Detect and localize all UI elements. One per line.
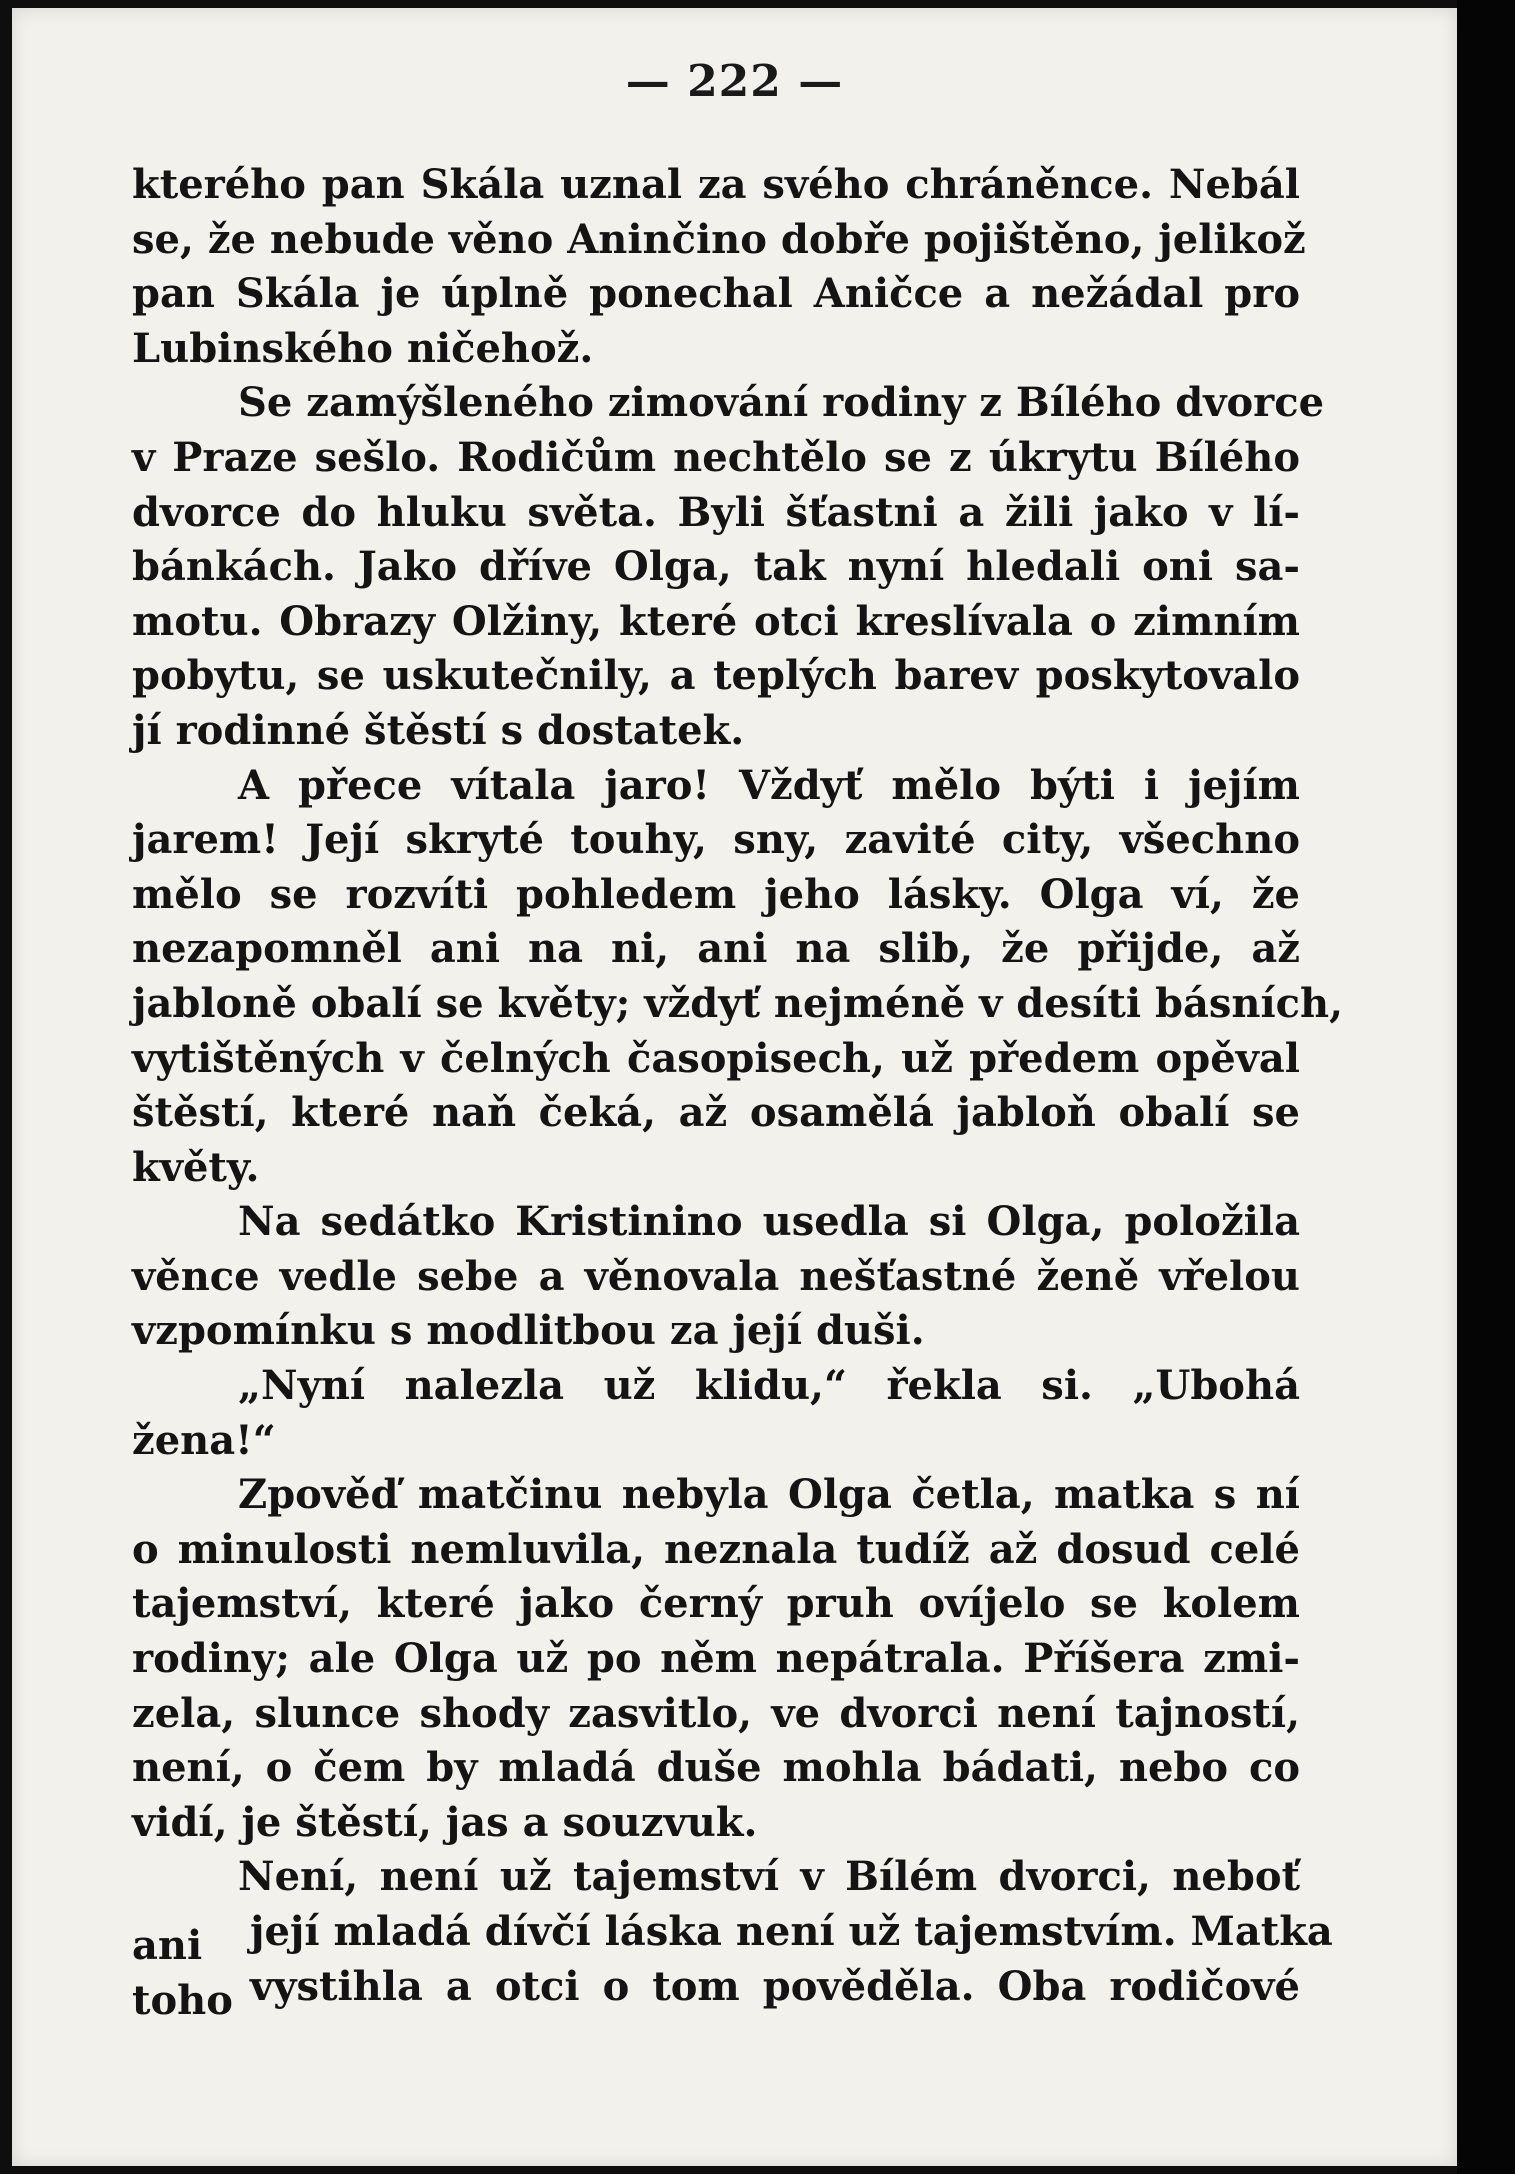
body-text: [132, 158, 1344, 2024]
text-line: vystihla a otci o tom pověděla. Oba rodičové: [250, 1962, 1300, 2010]
text-line: nezapomněl ani na ni, ani na slib, že přijde, až: [132, 925, 1300, 973]
book-page: [12, 8, 1457, 2166]
text-line: věnce vedle sebe a věnovala nešťastné ženě vřelou: [132, 1252, 1300, 1300]
text-line: vytištěných v čelných časopisech, už předem opěval: [132, 1034, 1300, 1082]
text-line: jí rodinné štěstí s dostatek.: [132, 706, 745, 754]
text-line: pobytu, se uskutečnily, a teplých barev poskytovalo: [132, 652, 1300, 700]
text-line: květy.: [132, 1143, 260, 1191]
text-line: zela, slunce shody zasvitlo, ve dvorci není tajností,: [132, 1689, 1300, 1737]
text-line: není, o čem by mladá duše mohla bádati, nebo co: [132, 1744, 1300, 1792]
text-line: vzpomínku s modlitbou za její duši.: [132, 1307, 925, 1355]
text-line: o minulosti nemluvila, neznala tudíž až dosud celé: [132, 1525, 1300, 1573]
text-line-with-margin-word: [132, 1960, 1300, 2024]
text-line: Není, není už tajemství v Bílém dvorci, neboť: [238, 1853, 1300, 1901]
text-line: Zpověď matčinu nebyla Olga četla, matka s ní: [238, 1471, 1300, 1519]
margin-word: toho: [132, 1976, 233, 2024]
text-line: Na sedátko Kristinino usedla si Olga, položila: [238, 1198, 1300, 1246]
text-line: pan Skála je úplně ponechal Aničce a nežádal pro: [132, 270, 1300, 318]
text-line: vidí, je štěstí, jas a souzvuk.: [132, 1798, 758, 1846]
text-line: rodiny; ale Olga už po něm nepátrala. Příšera zmi-: [132, 1635, 1300, 1683]
text-line: se, že nebude věno Aninčino dobře pojištěno, jelikož: [132, 215, 1306, 263]
text-line-with-margin-word: [132, 1905, 1333, 1969]
page-number: — 222 —: [625, 56, 844, 107]
margin-word: ani: [132, 1922, 203, 1969]
text-line: Se zamýšleného zimování rodiny z Bílého dvorce: [238, 379, 1325, 427]
text-line: v Praze sešlo. Rodičům nechtělo se z úkrytu Bílého: [132, 433, 1300, 481]
text-line: jarem! Její skryté touhy, sny, zavité city, všechno: [132, 816, 1300, 864]
text-line: mělo se rozvíti pohledem jeho lásky. Olga ví, že: [132, 870, 1300, 918]
text-line: „Nyní nalezla už klidu,“ řekla si. „Ubohá: [238, 1362, 1300, 1410]
text-line: její mladá dívčí láska není už tajemstvím. Matka: [250, 1908, 1333, 1955]
text-line: Lubinského ničehož.: [132, 324, 594, 372]
text-line: bánkách. Jako dříve Olga, tak nyní hledali oni sa-: [132, 543, 1300, 591]
text-line: jabloně obalí se květy; vždyť nejméně v desíti básních,: [132, 979, 1344, 1027]
text-line: motu. Obrazy Olžiny, které otci kreslívala o zimním: [132, 597, 1300, 645]
text-line: kterého pan Skála uznal za svého chráněnce. Nebál: [132, 161, 1300, 208]
text-line: dvorce do hluku světa. Byli šťastni a žili jako v lí-: [132, 488, 1300, 536]
text-line: tajemství, které jako černý pruh ovíjelo se kolem: [132, 1580, 1300, 1628]
scan-border: [1457, 0, 1515, 2174]
text-line: žena!“: [132, 1416, 276, 1464]
text-line: štěstí, které naň čeká, až osamělá jabloň obalí se: [132, 1089, 1300, 1137]
text-line: A přece vítala jaro! Vždyť mělo býti i jejím: [238, 761, 1300, 809]
